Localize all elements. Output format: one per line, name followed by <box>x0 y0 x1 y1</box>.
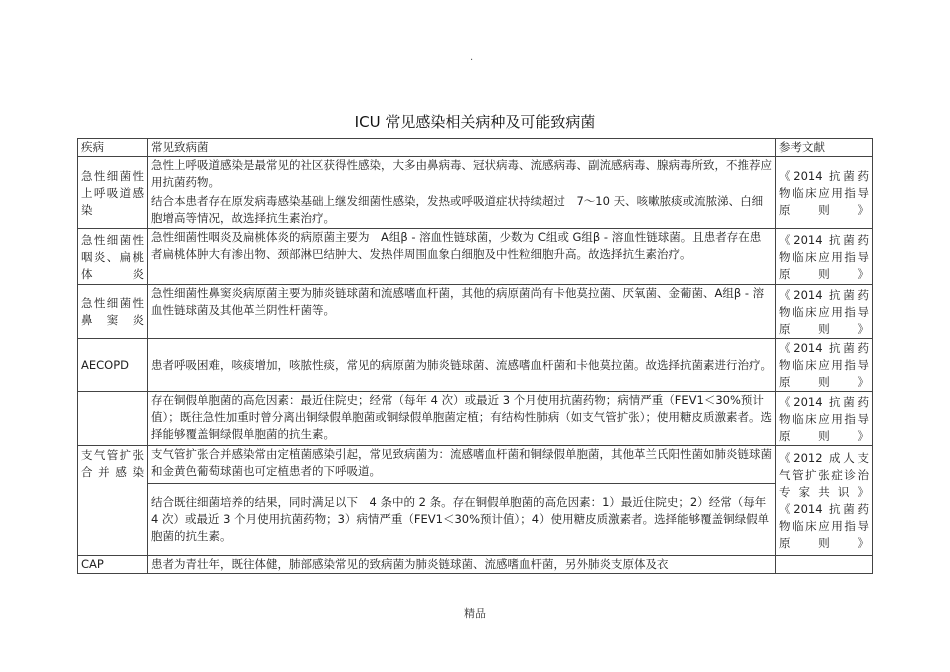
pathogen-cell <box>148 556 776 574</box>
reference-cell: 《2014 抗菌药物临床应用指导原则》 <box>776 157 873 229</box>
header-disease: 疾病 <box>78 139 148 157</box>
disease-cell: 支气管扩张合并感染 <box>78 446 148 556</box>
reference-cell: 《2014 抗菌药物临床应用指导原则》 <box>776 339 873 392</box>
table-row <box>78 157 873 229</box>
table-row <box>78 556 873 574</box>
pathogen-text: 结合既往细菌培养的结果，同时满足以下 4 条中的 2 条。存在铜假单胞菌的高危因素：1）最近住院史；2）经常（每年 4 次）或最近 3 个月使用抗菌药物；3）病情严重（FEV1＜30%预计值）；4）使用糖皮质激素者。选择能够覆盖铜绿假单胞菌的抗生素。 <box>151 495 770 543</box>
page-footer: 精品 <box>464 607 486 620</box>
disease-cell: 急性细菌性鼻窦炎 <box>78 285 148 339</box>
pathogen-cell <box>148 484 776 556</box>
top-mark: . <box>470 52 474 63</box>
pathogen-cell <box>148 285 776 339</box>
reference-cell <box>776 446 873 556</box>
reference-cell: 《2014 抗菌药物临床应用指导原则》 <box>776 229 873 285</box>
pathogen-cell <box>148 339 776 392</box>
header-reference: 参考文献 <box>776 139 873 157</box>
disease-cell: 急性细菌性咽炎、扁桃体炎 <box>78 229 148 285</box>
page-title: ICU 常见感染相关病种及可能致病菌 <box>354 113 596 131</box>
pathogen-text: 急性细菌性咽炎及扁桃体炎的病原菌主要为 A组β - 溶血性链球菌，少数为 C组或 G组β - 溶血性链球菌。且患者存在患者扁桃体肿大有渗出物、颈部淋巴结肿大、发热伴周围血象白细胞及中性粒细胞升高。故选择抗生素治疗。 <box>151 230 762 261</box>
reference-cell: 《2014 抗菌药物临床应用指导原则》 <box>776 392 873 446</box>
table-header-row <box>78 139 873 157</box>
table-row <box>78 484 873 556</box>
table-row <box>78 339 873 392</box>
pathogen-table <box>77 138 873 574</box>
disease-cell: 急性细菌性上呼吸道感染 <box>78 157 148 229</box>
disease-cell: AECOPD <box>78 339 148 392</box>
pathogen-text: 支气管扩张合并感染常由定植菌感染引起，常见致病菌为：流感嗜血杆菌和铜绿假单胞菌，其他革兰氏阳性菌如肺炎链球菌和金黄色葡萄球菌也可定植患者的下呼吸道。 <box>151 447 772 478</box>
pathogen-cell <box>148 157 776 229</box>
reference-text: 《2012 成人支气管扩张症诊治专家共识》 <box>779 451 869 499</box>
pathogen-cell <box>148 229 776 285</box>
table-row <box>78 285 873 339</box>
disease-cell: CAP <box>78 556 148 574</box>
pathogen-text: 患者呼吸困难，咳痰增加，咳脓性痰，常见的病原菌为肺炎链球菌、流感嗜血杆菌和卡他莫拉菌。故选择抗菌素进行治疗。 <box>151 357 772 372</box>
reference-text: 《2014 抗菌药物临床应用指导原则》 <box>779 502 869 550</box>
pathogen-cell <box>148 446 776 484</box>
pathogen-text: 急性细菌性鼻窦炎病原菌主要为肺炎链球菌和流感嗜血杆菌，其他的病原菌尚有卡他莫拉菌、厌氧菌、金葡菌、A组β - 溶血性链球菌及其他革兰阴性杆菌等。 <box>151 286 765 317</box>
table-row <box>78 392 873 446</box>
table-row <box>78 446 873 484</box>
pathogen-text: 存在铜假单胞菌的高危因素：最近住院史；经常（每年 4 次）或最近 3 个月使用抗菌药物；病情严重（FEV1＜30%预计值）；既往急性加重时曾分离出铜绿假单胞菌或铜绿假单胞菌定植；有结构性肺病（如支气管扩张）；使用糖皮质激素者。选择能够覆盖铜绿假单胞菌的抗生素。 <box>151 393 772 441</box>
header-pathogens: 常见致病菌 <box>148 139 776 157</box>
pathogen-text: 患者为青壮年，既往体健，肺部感染常见的致病菌为肺炎链球菌、流感嗜血杆菌，另外肺炎支原体及衣 <box>151 557 669 571</box>
pathogen-cell <box>148 392 776 446</box>
table-row <box>78 229 873 285</box>
disease-cell <box>78 392 148 446</box>
reference-cell: 《2014 抗菌药物临床应用指导原则》 <box>776 285 873 339</box>
pathogen-text: 急性上呼吸道感染是最常见的社区获得性感染，大多由鼻病毒、冠状病毒、流感病毒、副流感病毒、腺病毒所致，不推荐应用抗菌药物。 <box>151 158 772 189</box>
reference-cell <box>776 556 873 574</box>
pathogen-text: 结合本患者存在原发病毒感染基础上继发细菌性感染，发热或呼吸道症状持续超过 7～10 天、咳嗽脓痰或流脓涕、白细胞增高等情况，故选择抗生素治疗。 <box>151 194 764 225</box>
